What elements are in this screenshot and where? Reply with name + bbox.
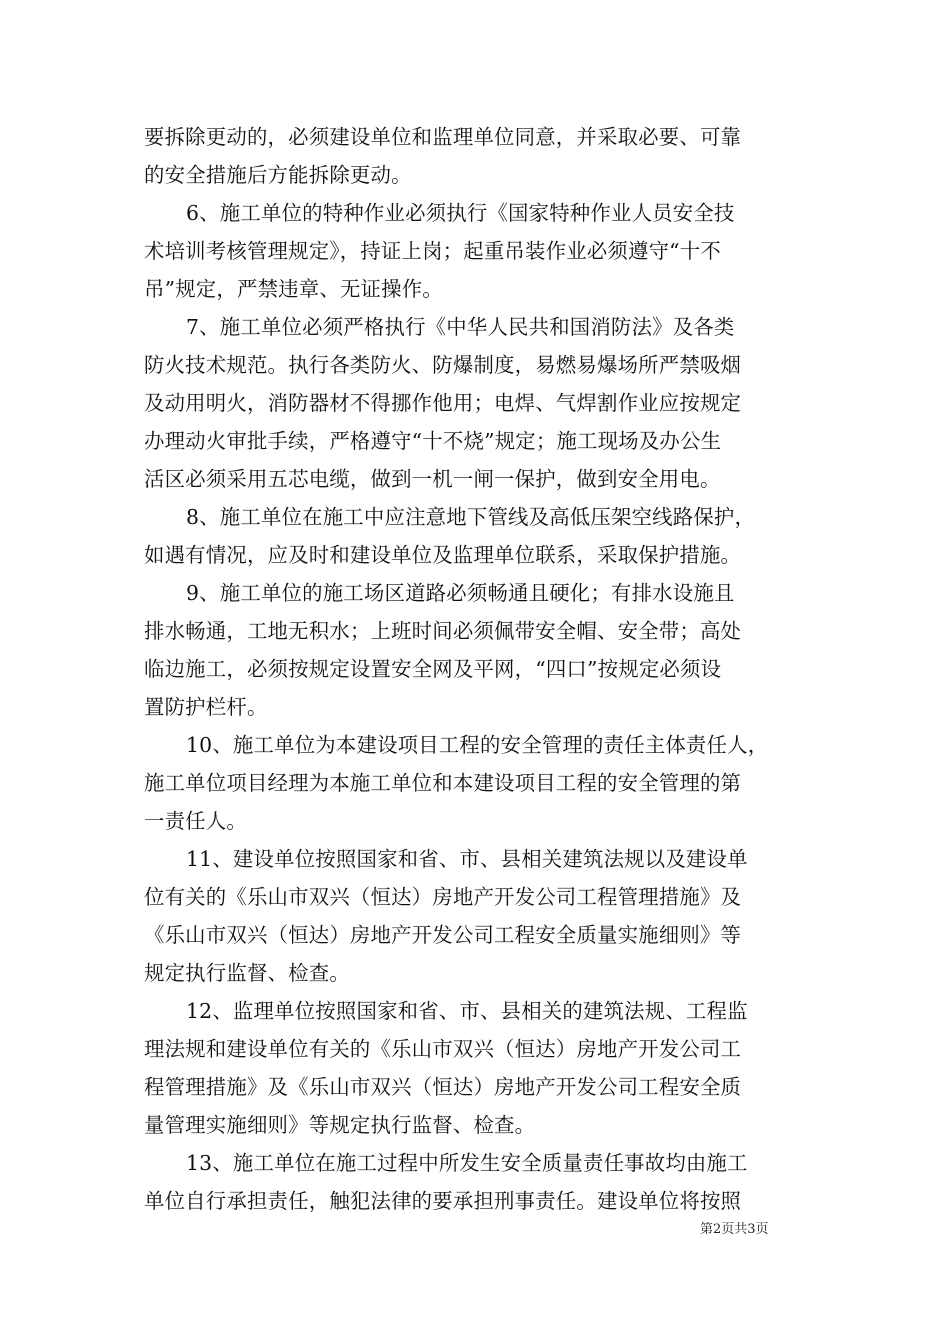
text-line: 程管理措施》及《乐山市双兴（恒达）房地产开发公司工程安全质 [144, 1075, 742, 1099]
paragraph-item-9 [144, 574, 809, 726]
text-line: 10、施工单位为本建设项目工程的安全管理的责任主体责任人， [186, 733, 769, 757]
text-line: 术培训考核管理规定》，持证上岗；起重吊装作业必须遵守“十不 [144, 239, 721, 263]
text-line: 7、施工单位必须严格执行《中华人民共和国消防法》及各类 [186, 315, 735, 339]
text-line: 8、施工单位在施工中应注意地下管线及高低压架空线路保护， [186, 505, 756, 529]
text-line: 办理动火审批手续，严格遵守“十不烧”规定；施工现场及办公生 [144, 429, 722, 453]
text-line: 12、监理单位按照国家和省、市、县相关的建筑法规、工程监 [186, 999, 748, 1023]
page-number-footer: 第2页共3页 [700, 1222, 769, 1237]
text-line: 《乐山市双兴（恒达）房地产开发公司工程安全质量实施细则》等 [144, 923, 742, 947]
paragraph-item-7 [144, 308, 809, 498]
paragraph-item-12 [144, 992, 809, 1144]
paragraph-item-6 [144, 194, 809, 308]
text-line: 置防护栏杆。 [144, 695, 268, 719]
text-line: 6、施工单位的特种作业必须执行《国家特种作业人员安全技 [186, 201, 735, 225]
text-line: 防火技术规范。执行各类防火、防爆制度，易燃易爆场所严禁吸烟 [144, 353, 742, 377]
text-line: 临边施工，必须按规定设置安全网及平网，“四口”按规定必须设 [144, 657, 722, 681]
body-text [144, 118, 809, 1220]
text-line: 11、建设单位按照国家和省、市、县相关建筑法规以及建设单 [186, 847, 748, 871]
text-line: 9、施工单位的施工场区道路必须畅通且硬化；有排水设施且 [186, 581, 735, 605]
text-line: 排水畅通，工地无积水；上班时间必须佩带安全帽、安全带；高处 [144, 619, 742, 643]
paragraph-continued [144, 118, 809, 194]
text-line: 单位自行承担责任，触犯法律的要承担刑事责任。建设单位将按照 [144, 1189, 742, 1213]
text-line: 位有关的《乐山市双兴（恒达）房地产开发公司工程管理措施》及 [144, 885, 742, 909]
text-line: 13、施工单位在施工过程中所发生安全质量责任事故均由施工 [186, 1151, 748, 1175]
text-line: 一责任人。 [144, 809, 247, 833]
text-line: 施工单位项目经理为本施工单位和本建设项目工程的安全管理的第 [144, 771, 742, 795]
text-line: 量管理实施细则》等规定执行监督、检查。 [144, 1113, 536, 1137]
text-line: 要拆除更动的，必须建设单位和监理单位同意，并采取必要、可靠 [144, 125, 742, 149]
text-line: 吊”规定，严禁违章、无证操作。 [144, 277, 443, 301]
paragraph-item-8 [144, 498, 809, 574]
text-line: 规定执行监督、检查。 [144, 961, 350, 985]
text-line: 理法规和建设单位有关的《乐山市双兴（恒达）房地产开发公司工 [144, 1037, 742, 1061]
text-line: 及动用明火，消防器材不得挪作他用；电焊、气焊割作业应按规定 [144, 391, 742, 415]
text-line: 的安全措施后方能拆除更动。 [144, 163, 412, 187]
text-line: 如遇有情况，应及时和建设单位及监理单位联系，采取保护措施。 [144, 543, 742, 567]
paragraph-item-10 [144, 726, 809, 840]
paragraph-item-11 [144, 840, 809, 992]
text-line: 活区必须采用五芯电缆，做到一机一闸一保护，做到安全用电。 [144, 467, 721, 491]
paragraph-item-13 [144, 1144, 809, 1220]
